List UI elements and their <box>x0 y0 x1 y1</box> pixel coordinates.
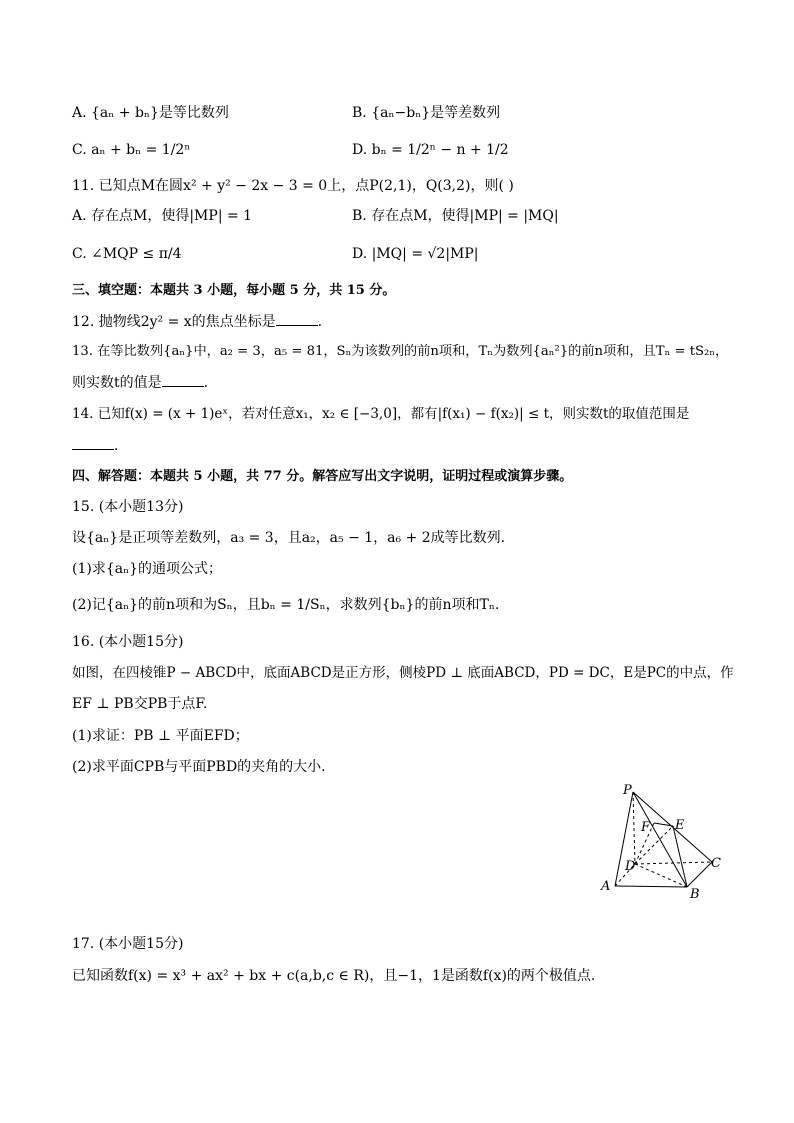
q11-option-d: D. |MQ| = √2|MP| <box>352 246 479 262</box>
q10-option-a: A. {aₙ + bₙ}是等比数列 <box>72 105 229 121</box>
label-d: D <box>625 859 636 874</box>
label-a: A <box>601 879 611 894</box>
q10-option-d: D. bₙ = 1/2ⁿ − n + 1/2 <box>352 142 509 158</box>
edge-db <box>635 864 687 887</box>
q15-part1: (1)求{aₙ}的通项公式； <box>72 561 223 577</box>
edge-pb <box>633 792 687 887</box>
label-f: F <box>641 820 651 835</box>
q11-stem: 11. 已知点M在圆x² + y² − 2x − 3 = 0上，点P(2,1)，Q(3,2)，则( ) <box>72 178 514 194</box>
answer-blank[interactable] <box>162 372 204 387</box>
q16-title: 16. (本小题15分) <box>72 634 184 650</box>
label-p: P <box>623 783 632 798</box>
q16-line2: EF ⊥ PB交PB于点F. <box>72 696 208 712</box>
q13-text: 则实数t的值是 <box>72 375 162 391</box>
q13-line2 <box>72 372 208 393</box>
label-e: E <box>675 818 685 833</box>
q14-line2 <box>72 435 118 456</box>
q17-stem: 已知函数f(x) = x³ + ax² + bx + c(a,b,c ∈ R)，且−1，1是函数f(x)的两个极值点. <box>72 968 596 984</box>
q16-line1: 如图，在四棱锥P − ABCD中，底面ABCD是正方形，侧棱PD ⊥ 底面ABCD，PD = DC，E是PC的中点，作 <box>72 665 734 681</box>
q12-text: 12. 抛物线2y² = x的焦点坐标是 <box>72 314 276 330</box>
label-b: B <box>690 887 700 902</box>
answer-blank[interactable] <box>276 311 318 326</box>
q10-option-b: B. {aₙ−bₙ}是等差数列 <box>352 105 501 121</box>
q13-line1: 13. 在等比数列{aₙ}中，a₂ = 3，a₅ = 81，Sₙ为该数列的前n项和，Tₙ为数列{aₙ²}的前n项和，且Tₙ = tS₂ₙ， <box>72 344 729 359</box>
edge-pd <box>633 792 635 864</box>
q14-end: . <box>114 438 119 454</box>
q11-option-c: C. ∠MQP ≤ π/4 <box>72 246 182 262</box>
answer-blank[interactable] <box>72 435 114 450</box>
q11-option-a: A. 存在点M，使得|MP| = 1 <box>72 208 253 224</box>
q12-line <box>72 311 322 332</box>
edge-bc <box>687 862 712 887</box>
pyramid-figure <box>595 778 735 908</box>
q15-part2: (2)记{aₙ}的前n项和为Sₙ，且bₙ = 1/Sₙ，求数列{bₙ}的前n项和Tₙ. <box>72 597 500 613</box>
q16-part2: (2)求平面CPB与平面PBD的夹角的大小. <box>72 759 326 775</box>
q10-option-c: C. aₙ + bₙ = 1/2ⁿ <box>72 142 191 158</box>
q15-stem: 设{aₙ}是正项等差数列，a₃ = 3，且a₂，a₅ − 1，a₆ + 2成等比数列. <box>72 530 506 546</box>
segment-eb <box>673 826 687 887</box>
q12-end: . <box>317 314 323 330</box>
q15-title: 15. (本小题13分) <box>72 499 184 515</box>
section3-heading: 三、填空题：本题共 3 小题，每小题 5 分，共 15 分。 <box>72 283 396 298</box>
label-c: C <box>711 856 721 871</box>
q17-title: 17. (本小题15分) <box>72 936 184 952</box>
edge-ab <box>615 886 687 887</box>
q11-option-b: B. 存在点M，使得|MP| = |MQ| <box>352 208 559 224</box>
q14-line1: 14. 已知f(x) = (x + 1)eˣ，若对任意x₁，x₂ ∈ [−3,0]，都有|f(x₁) − f(x₂)| ≤ t，则实数t的取值范围是 <box>72 406 690 422</box>
section4-heading: 四、解答题：本题共 5 小题，共 77 分。解答应写出文字说明，证明过程或演算步骤。 <box>72 469 573 484</box>
q13-end: . <box>203 375 209 391</box>
q16-part1: (1)求证：PB ⊥ 平面EFD； <box>72 728 249 744</box>
